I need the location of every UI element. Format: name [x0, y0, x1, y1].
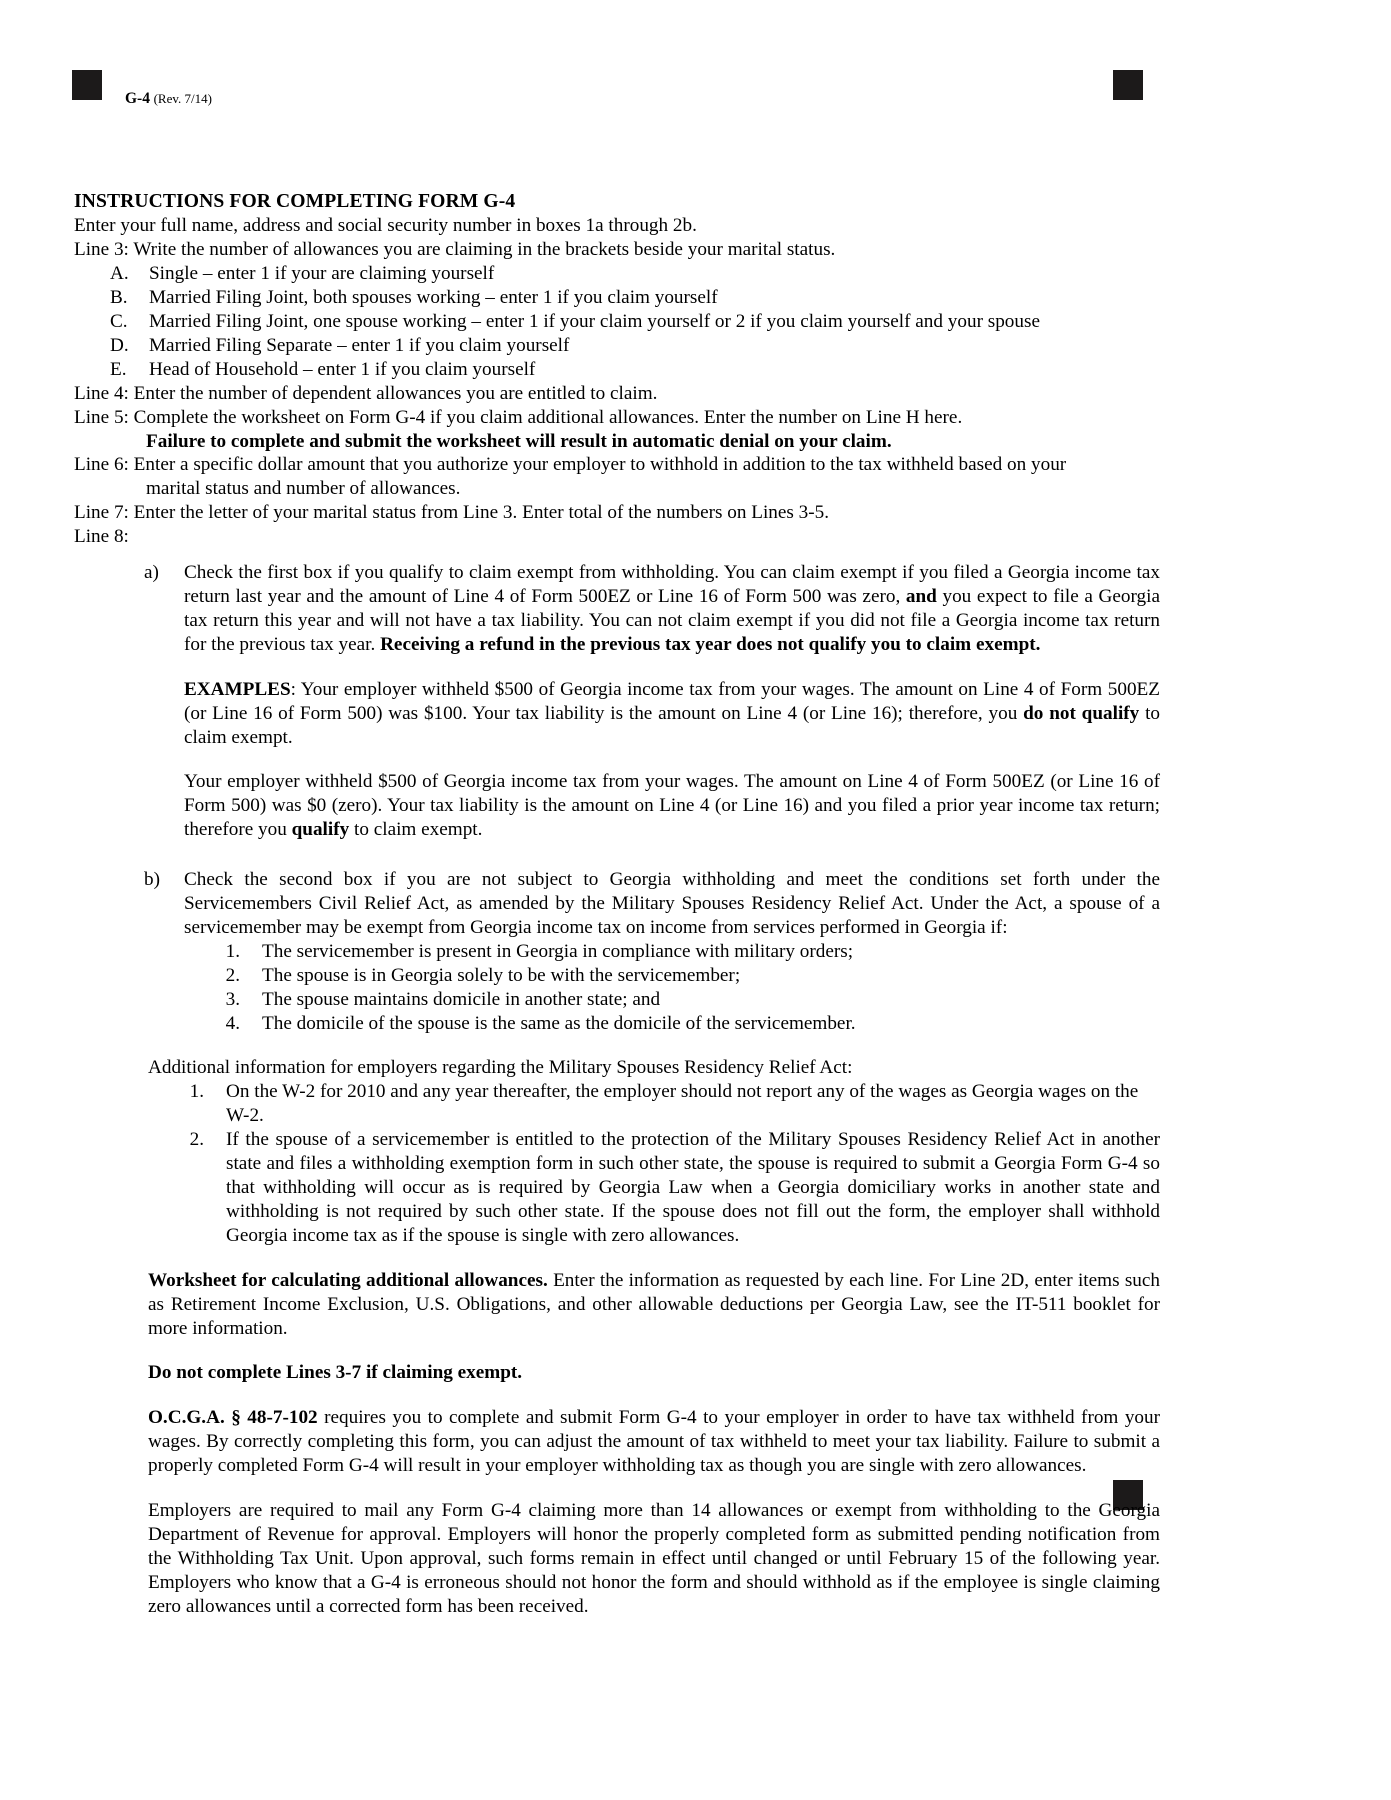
- list-item-label: Married Filing Separate – enter 1 if you claim yourself: [149, 334, 570, 356]
- line-8-item-a: [74, 561, 1160, 842]
- intro-line: Enter your full name, address and social security number in boxes 1a through 2b.: [74, 215, 697, 237]
- list-marker: 1.: [189, 1081, 204, 1103]
- list-marker: a): [144, 562, 159, 584]
- line-8-label: Line 8:: [74, 526, 129, 548]
- servicemember-conditions-list: [184, 940, 1160, 1036]
- list-item: [148, 1128, 1160, 1248]
- line-5: Line 5: Complete the worksheet on Form G-4 if you claim additional allowances. Enter the number on Line H here.: [74, 406, 963, 428]
- page-title: INSTRUCTIONS FOR COMPLETING FORM G-4: [74, 191, 516, 212]
- list-item: [74, 286, 1160, 310]
- item-a-part2: you expect to file a Georgia tax return this year and will not have a tax liability. You can not claim exempt if you did not file a Georgia income tax return for the previous tax year.: [184, 585, 1160, 655]
- employers-mail-section: [74, 1499, 1160, 1619]
- list-marker: 2.: [189, 1129, 204, 1151]
- list-item-label: Single – enter 1 if your are claiming yourself: [149, 263, 495, 285]
- ocga-section: [74, 1406, 1160, 1478]
- list-item-label: The servicemember is present in Georgia in compliance with military orders;: [262, 940, 854, 962]
- examples-part1: : Your employer withheld $500 of Georgia income tax from your wages. The amount on Line 4 of Form 500EZ (or Line 16 of Form 500) was $100. Your tax liability is the amount on Line 4 (or Line 16); therefore, you: [184, 678, 1160, 724]
- worksheet-text: [148, 1269, 1160, 1341]
- list-marker: D.: [110, 334, 129, 356]
- list-item: [74, 334, 1160, 358]
- item-a-part1: Check the first box if you qualify to claim exempt from withholding. You can claim exempt if you filed a Georgia income tax return last year and the amount of Line 4 of Form 500EZ or Line 16 of Form 500 was zero,: [184, 562, 1160, 607]
- list-marker: E.: [110, 358, 127, 380]
- line-5-warning: Failure to complete and submit the worksheet will result in automatic denial on your claim.: [146, 430, 892, 452]
- ocga-citation: O.C.G.A. § 48-7-102: [148, 1407, 318, 1429]
- list-marker: b): [144, 869, 160, 891]
- ocga-text: [148, 1406, 1160, 1478]
- examples2-part1: Your employer withheld $500 of Georgia income tax from your wages. The amount on Line 4 of Form 500EZ (or Line 16 of Form 500) was $0 (zero). Your tax liability is the amount on Line 4 (or Line 16) and you filed a prior year income tax return; therefore you: [184, 771, 1160, 841]
- list-item-label: If the spouse of a servicemember is entitled to the protection of the Military Spouses Residency Relief Act in another state and files a withholding exemption form in such other state, the spouse is required to submit a Georgia Form G-4 so that withholding will occur as is required by Georgia Law when a Georgia domiciliary works in another state and withholding is not required by such other state. If the spouse does not fill out the form, the employer shall withhold Georgia income tax as if the spouse is single with zero allowances.: [226, 1129, 1160, 1246]
- list-item: [148, 1080, 1160, 1128]
- employers-paragraph: Employers are required to mail any Form G-4 claiming more than 14 allowances or exempt from withholding to the Georgia Department of Revenue for approval. Employers will honor the properly completed form as submitted pending notification from the Withholding Tax Unit. Upon approval, such forms remain in effect until changed or until February 15 of the following year. Employers who know that a G-4 is erroneous should not honor the form and should withhold as if the employee is single claiming zero allowances until a corrected form has been received.: [148, 1500, 1160, 1617]
- registration-mark-top-right: [1113, 70, 1143, 100]
- list-marker: B.: [110, 287, 128, 309]
- list-marker: 3.: [225, 988, 240, 1010]
- list-item-label: The spouse is in Georgia solely to be with the servicemember;: [262, 964, 741, 986]
- form-revision: (Rev. 7/14): [153, 91, 212, 106]
- list-item: [184, 964, 1160, 988]
- do-not-complete-text: Do not complete Lines 3-7 if claiming exempt.: [148, 1362, 523, 1384]
- examples-label: EXAMPLES: [184, 678, 291, 700]
- list-item-label: Head of Household – enter 1 if you claim yourself: [149, 358, 536, 380]
- list-marker: C.: [110, 311, 128, 333]
- ocga-body: requires you to complete and submit Form G-4 to your employer in order to have tax withheld from your wages. By correctly completing this form, you can adjust the amount of tax withheld to meet your tax liability. Failure to submit a properly completed Form G-4 will result in your employer withholding tax as though you are single with zero allowances.: [148, 1407, 1160, 1477]
- line-4: Line 4: Enter the number of dependent allowances you are entitled to claim.: [74, 382, 658, 404]
- list-item-label: Married Filing Joint, both spouses working – enter 1 if you claim yourself: [149, 287, 718, 309]
- line-7: Line 7: Enter the letter of your marital status from Line 3. Enter total of the numbers on Lines 3-5.: [74, 502, 830, 524]
- list-item-label: Married Filing Joint, one spouse working – enter 1 if your claim yourself or 2 if you claim yourself and your spouse: [149, 311, 1040, 333]
- examples-paragraph-2: [184, 770, 1160, 842]
- line-6-second: marital status and number of allowances.: [146, 478, 461, 500]
- examples2-part2: to claim exempt.: [349, 819, 483, 841]
- examples-bold-not-qualify: do not qualify: [1023, 702, 1140, 724]
- line-3-intro: Line 3: Write the number of allowances you are claiming in the brackets beside your marital status.: [74, 239, 836, 261]
- employer-info-list: [148, 1080, 1160, 1247]
- list-item: [74, 310, 1160, 334]
- employer-additional-info: [74, 1056, 1160, 1247]
- item-a-bold-refund: Receiving a refund in the previous tax year does not qualify you to claim exempt.: [380, 633, 1041, 655]
- list-item-label: The spouse maintains domicile in another state; and: [262, 988, 661, 1010]
- list-item: [74, 262, 1160, 286]
- list-item: [184, 940, 1160, 964]
- marital-status-list: [74, 262, 1160, 382]
- do-not-complete-note: [74, 1361, 1160, 1385]
- worksheet-body: Enter the information as requested by each line. For Line 2D, enter items such as Retirement Income Exclusion, U.S. Obligations, and other allowable deductions per Georgia Law, see the IT-511 booklet for more information.: [148, 1269, 1160, 1339]
- examples-paragraph-1: [184, 678, 1160, 750]
- form-identifier: [125, 90, 212, 108]
- examples-part2: to claim exempt.: [184, 702, 1160, 748]
- registration-mark-top-left: [72, 70, 102, 100]
- list-item: [74, 358, 1160, 382]
- examples2-bold-qualify: qualify: [291, 819, 350, 841]
- list-marker: 1.: [225, 940, 240, 962]
- form-code: G-4: [125, 90, 150, 107]
- item-a-bold-and: and: [905, 585, 937, 607]
- item-a-text: [184, 561, 1160, 657]
- employer-info-intro: Additional information for employers regarding the Military Spouses Residency Relief Act:: [148, 1057, 853, 1079]
- list-item: [184, 988, 1160, 1012]
- document-body: [74, 190, 1160, 1619]
- list-item-label: On the W-2 for 2010 and any year thereafter, the employer should not report any of the wages as Georgia wages on the W-2.: [226, 1081, 1139, 1127]
- list-marker: 4.: [225, 1012, 240, 1034]
- list-item-label: The domicile of the spouse is the same as the domicile of the servicemember.: [262, 1012, 856, 1034]
- worksheet-bold-lead: Worksheet for calculating additional allowances.: [148, 1269, 548, 1291]
- worksheet-note: [74, 1269, 1160, 1341]
- line-8-item-b: [74, 868, 1160, 1035]
- list-marker: A.: [110, 263, 129, 285]
- item-b-text: Check the second box if you are not subject to Georgia withholding and meet the conditions set forth under the Servicemembers Civil Relief Act, as amended by the Military Spouses Residency Relief Act. Under the Act, a spouse of a servicemember may be exempt from Georgia income tax on income from services performed in Georgia if:: [184, 869, 1160, 938]
- line-6-first: Line 6: Enter a specific dollar amount that you authorize your employer to withhold in addition to the tax withheld based on your: [74, 454, 1067, 476]
- list-marker: 2.: [225, 964, 240, 986]
- list-item: [184, 1012, 1160, 1036]
